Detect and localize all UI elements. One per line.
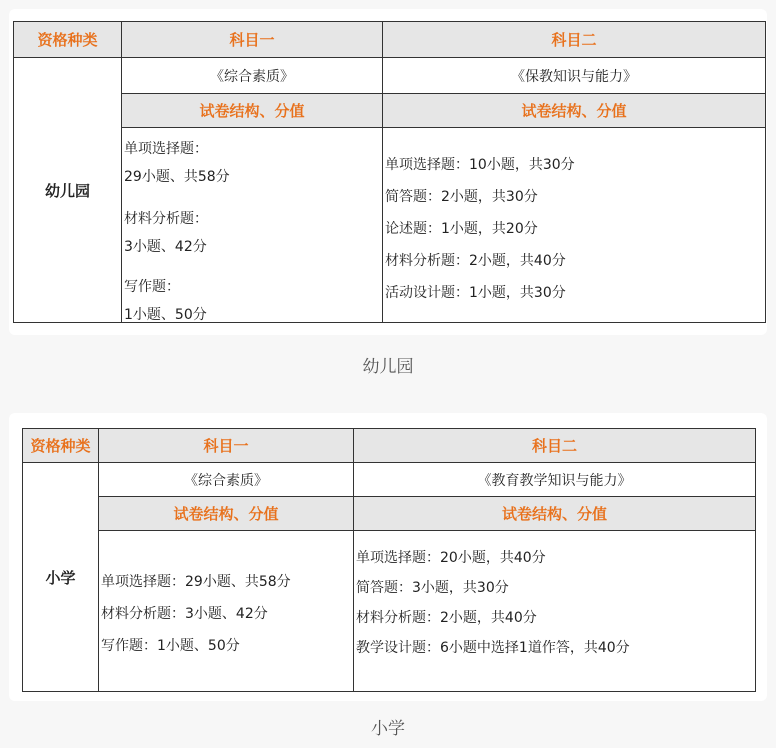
s1-line-5: 写作题： [124, 279, 180, 295]
kindergarten-table [13, 21, 766, 323]
subject2-structure [354, 531, 756, 692]
subject1-name: 《综合素质》 [99, 463, 354, 497]
p2-line-1: 单项选择题：20小题，共40分 [356, 550, 546, 566]
level-primary: 小学 [23, 463, 99, 692]
header-subject1: 科目一 [122, 22, 383, 58]
s2-line-4: 材料分析题：2小题，共40分 [385, 253, 566, 269]
p2-line-3: 材料分析题：2小题，共40分 [356, 610, 537, 626]
p1-line-2: 材料分析题：3小题、42分 [101, 606, 268, 622]
s2-line-3: 论述题：1小题，共20分 [385, 221, 538, 237]
s2-line-5: 活动设计题：1小题，共30分 [385, 285, 566, 301]
s1-line-2: 29小题、共58分 [124, 169, 230, 185]
subject1-structure [99, 531, 354, 692]
header-subject2: 科目二 [354, 429, 756, 463]
p2-line-2: 简答题：3小题，共30分 [356, 580, 509, 596]
p1-line-3: 写作题：1小题、50分 [101, 638, 240, 654]
subject2-name: 《教育教学知识与能力》 [354, 463, 756, 497]
subject1-name: 《综合素质》 [122, 58, 383, 94]
structure-label-2: 试卷结构、分值 [354, 497, 756, 531]
subject2-name: 《保教知识与能力》 [383, 58, 766, 94]
primary-table [22, 428, 756, 692]
header-qual: 资格种类 [14, 22, 122, 58]
caption-kindergarten: 幼儿园 [362, 357, 414, 377]
header-qual: 资格种类 [23, 429, 99, 463]
subject2-structure [383, 128, 766, 323]
caption-primary: 小学 [371, 719, 405, 739]
structure-label-1: 试卷结构、分值 [99, 497, 354, 531]
s1-line-6: 1小题、50分 [124, 307, 207, 323]
structure-label-2: 试卷结构、分值 [383, 94, 766, 128]
p2-line-4: 教学设计题：6小题中选择1道作答，共40分 [356, 640, 630, 656]
level-kindergarten: 幼儿园 [14, 58, 122, 323]
header-subject2: 科目二 [383, 22, 766, 58]
s2-line-1: 单项选择题：10小题，共30分 [385, 157, 575, 173]
structure-label-1: 试卷结构、分值 [122, 94, 383, 128]
header-subject1: 科目一 [99, 429, 354, 463]
p1-line-1: 单项选择题：29小题、共58分 [101, 574, 291, 590]
subject1-structure [122, 128, 383, 323]
s1-line-1: 单项选择题： [124, 141, 208, 157]
s1-line-3: 材料分析题： [124, 211, 208, 227]
s2-line-2: 简答题：2小题，共30分 [385, 189, 538, 205]
s1-line-4: 3小题、42分 [124, 239, 207, 255]
